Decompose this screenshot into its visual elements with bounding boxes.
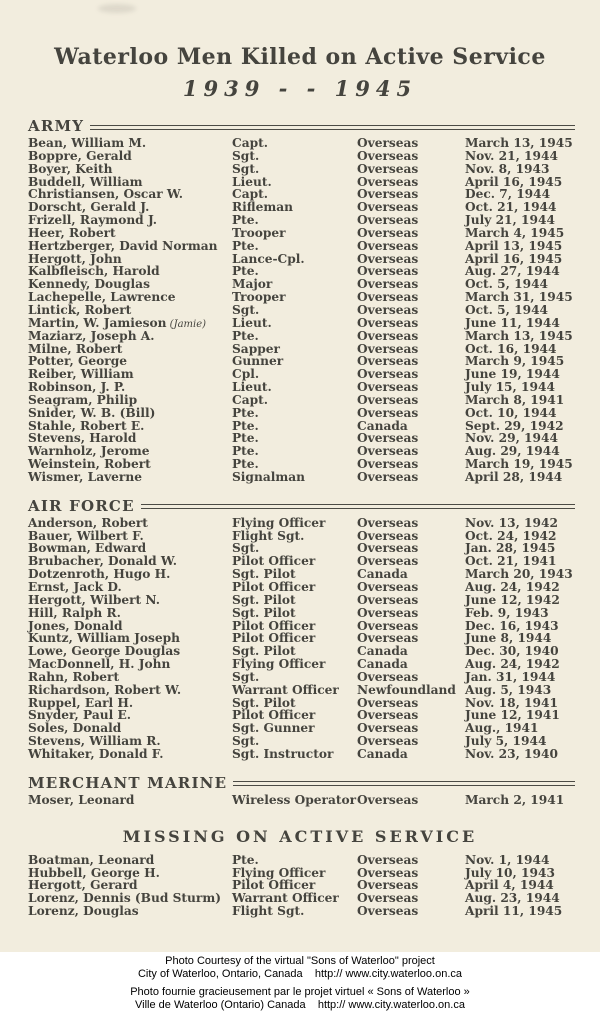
section-missing-on-active-service xyxy=(0,827,600,918)
name-cell: Jones, Donald xyxy=(28,618,123,633)
rank-cell: Trooper xyxy=(232,290,286,305)
name-cell: Brubacher, Donald W. xyxy=(28,554,177,569)
name-cell: Hill, Ralph R. xyxy=(28,605,121,620)
date-cell: April 16, 1945 xyxy=(465,174,563,189)
casualty-row xyxy=(28,458,600,471)
location-cell: Overseas xyxy=(357,904,419,919)
name-cell: Reiber, William xyxy=(28,367,134,382)
location-cell: Canada xyxy=(357,418,408,433)
rank-cell: Rifleman xyxy=(232,200,294,215)
location-cell: Overseas xyxy=(357,251,419,266)
credit-line-fr-2: Ville de Waterloo (Ontario) Canada http:// www.city.waterloo.on.ca xyxy=(135,999,465,1011)
location-cell: Overseas xyxy=(357,225,419,240)
rank-cell: Sgt. xyxy=(232,302,260,317)
name-cell: Hertzberger, David Norman xyxy=(28,238,218,253)
name-cell: Kennedy, Douglas xyxy=(28,277,150,292)
casualty-row xyxy=(28,748,600,761)
location-cell: Overseas xyxy=(357,891,419,906)
name-cell: Boatman, Leonard xyxy=(28,852,155,867)
location-cell: Overseas xyxy=(357,354,419,369)
rank-cell: Pte. xyxy=(232,852,259,867)
location-cell: Overseas xyxy=(357,431,419,446)
location-cell: Overseas xyxy=(357,302,419,317)
date-cell: Oct. 5, 1944 xyxy=(465,302,549,317)
name-cell: Dorscht, Gerald J. xyxy=(28,200,150,215)
location-cell: Overseas xyxy=(357,457,419,472)
name-cell: Stahle, Robert E. xyxy=(28,418,145,433)
rank-cell: Pilot Officer xyxy=(232,631,316,646)
casualty-row xyxy=(28,854,600,867)
date-cell: March 31, 1945 xyxy=(465,290,573,305)
date-cell: Oct. 21, 1941 xyxy=(465,554,557,569)
location-cell: Overseas xyxy=(357,444,419,459)
rank-cell: Sapper xyxy=(232,341,280,356)
location-cell: Overseas xyxy=(357,277,419,292)
date-cell: July 15, 1944 xyxy=(465,380,555,395)
rank-cell: Major xyxy=(232,277,273,292)
casualty-row xyxy=(28,330,600,343)
rank-cell: Pilot Officer xyxy=(232,618,316,633)
location-cell: Newfoundland xyxy=(357,682,456,697)
date-cell: Nov. 13, 1942 xyxy=(465,515,558,530)
rank-cell: Capt. xyxy=(232,392,268,407)
rank-cell: Flight Sgt. xyxy=(232,904,305,919)
date-cell: March 2, 1941 xyxy=(465,792,565,807)
date-cell: June 8, 1944 xyxy=(465,631,552,646)
date-cell: Dec. 30, 1940 xyxy=(465,644,559,659)
name-cell: Robinson, J. P. xyxy=(28,380,126,395)
location-cell: Overseas xyxy=(357,392,419,407)
credit-line-en-2: City of Waterloo, Ontario, Canada http:// www.city.waterloo.on.ca xyxy=(137,968,463,980)
rank-cell: Wireless Operator xyxy=(232,792,357,807)
location-cell: Overseas xyxy=(357,792,419,807)
date-cell: July 21, 1944 xyxy=(465,213,555,228)
rank-cell: Sgt. Pilot xyxy=(232,567,296,582)
rank-cell: Gunner xyxy=(232,354,284,369)
rank-cell: Pte. xyxy=(232,418,259,433)
name-cell: Lorenz, Dennis (Bud Sturm) xyxy=(28,891,221,906)
location-cell: Overseas xyxy=(357,865,419,880)
name-cell: Boppre, Gerald xyxy=(28,148,132,163)
section-army xyxy=(0,118,600,484)
rank-cell: Flight Sgt. xyxy=(232,528,305,543)
name-cell: Rahn, Robert xyxy=(28,669,120,684)
double-rule xyxy=(233,781,575,786)
casualty-row xyxy=(28,671,600,684)
location-cell: Canada xyxy=(357,567,408,582)
location-cell: Overseas xyxy=(357,380,419,395)
name-cell: Dotzenroth, Hugo H. xyxy=(28,567,171,582)
name-cell: Buddell, William xyxy=(28,174,143,189)
date-cell: Nov. 8, 1943 xyxy=(465,161,550,176)
date-cell: Dec. 16, 1943 xyxy=(465,618,559,633)
date-cell: Aug. 29, 1944 xyxy=(465,444,560,459)
rank-cell: Flying Officer xyxy=(232,657,326,672)
location-cell: Overseas xyxy=(357,161,419,176)
name-note: (Jamie) xyxy=(166,318,207,330)
rank-cell: Flying Officer xyxy=(232,515,326,530)
casualty-row xyxy=(28,407,600,420)
date-cell: April 16, 1945 xyxy=(465,251,563,266)
casualty-row xyxy=(28,794,600,807)
location-cell: Overseas xyxy=(357,187,419,202)
casualty-rows xyxy=(0,137,600,484)
date-cell: Nov. 21, 1944 xyxy=(465,148,558,163)
date-cell: Nov. 18, 1941 xyxy=(465,695,558,710)
rank-cell: Pte. xyxy=(232,457,259,472)
location-cell: Overseas xyxy=(357,328,419,343)
rank-cell: Pte. xyxy=(232,405,259,420)
rank-cell: Sgt. xyxy=(232,669,260,684)
location-cell: Overseas xyxy=(357,554,419,569)
date-cell: Oct. 24, 1942 xyxy=(465,528,557,543)
location-cell: Overseas xyxy=(357,878,419,893)
section-air-force xyxy=(0,498,600,761)
location-cell: Overseas xyxy=(357,264,419,279)
location-cell: Overseas xyxy=(357,238,419,253)
rank-cell: Sgt. Pilot xyxy=(232,695,296,710)
name-cell: Milne, Robert xyxy=(28,341,123,356)
date-cell: April 11, 1945 xyxy=(465,904,563,919)
name-cell: Christiansen, Oscar W. xyxy=(28,187,183,202)
date-cell: June 11, 1944 xyxy=(465,315,560,330)
page-title: Waterloo Men Killed on Active Service xyxy=(54,44,546,70)
date-cell: Oct. 16, 1944 xyxy=(465,341,557,356)
sections xyxy=(0,118,600,918)
rank-cell: Warrant Officer xyxy=(232,891,339,906)
double-rule xyxy=(141,504,575,509)
rank-cell: Pte. xyxy=(232,213,259,228)
casualty-row xyxy=(28,304,600,317)
date-cell: March 4, 1945 xyxy=(465,225,565,240)
section-heading xyxy=(28,775,575,791)
location-cell: Overseas xyxy=(357,669,419,684)
name-cell: Lintick, Robert xyxy=(28,302,132,317)
name-cell: Richardson, Robert W. xyxy=(28,682,182,697)
name-cell: Kalbfleisch, Harold xyxy=(28,264,160,279)
date-cell: April 4, 1944 xyxy=(465,878,554,893)
name-cell: Hergott, Wilbert N. xyxy=(28,592,160,607)
date-cell: Dec. 7, 1944 xyxy=(465,187,551,202)
date-cell: June 12, 1941 xyxy=(465,708,560,723)
location-cell: Overseas xyxy=(357,290,419,305)
name-cell: MacDonnell, H. John xyxy=(28,657,171,672)
date-cell: March 8, 1941 xyxy=(465,392,565,407)
date-cell: Oct. 5, 1944 xyxy=(465,277,549,292)
location-cell: Overseas xyxy=(357,136,419,150)
location-cell: Overseas xyxy=(357,200,419,215)
location-cell: Overseas xyxy=(357,721,419,736)
rank-cell: Signalman xyxy=(232,469,305,484)
location-cell: Overseas xyxy=(357,580,419,594)
casualty-row xyxy=(28,150,600,163)
location-cell: Overseas xyxy=(357,148,419,163)
location-cell: Overseas xyxy=(357,592,419,607)
date-cell: Aug. 27, 1944 xyxy=(465,264,560,279)
date-cell: March 19, 1945 xyxy=(465,457,573,472)
date-cell: March 13, 1945 xyxy=(465,328,573,343)
date-cell: March 9, 1945 xyxy=(465,354,565,369)
location-cell: Canada xyxy=(357,657,408,672)
rank-cell: Sgt. Pilot xyxy=(232,644,296,659)
date-cell: July 5, 1944 xyxy=(465,734,547,749)
name-cell: Ruppel, Earl H. xyxy=(28,695,134,710)
name-cell: Weinstein, Robert xyxy=(28,457,151,472)
rank-cell: Sgt. xyxy=(232,148,260,163)
rank-cell: Pte. xyxy=(232,444,259,459)
location-cell: Overseas xyxy=(357,469,419,484)
location-cell: Overseas xyxy=(357,631,419,646)
date-cell: June 19, 1944 xyxy=(465,367,560,382)
name-cell: Warnholz, Jerome xyxy=(28,444,150,459)
rank-cell: Lance-Cpl. xyxy=(232,251,305,266)
location-cell: Overseas xyxy=(357,528,419,543)
rank-cell: Sgt. xyxy=(232,161,260,176)
casualty-row xyxy=(28,227,600,240)
name-cell: Bowman, Edward xyxy=(28,541,147,556)
date-cell: Jan. 28, 1945 xyxy=(465,541,556,556)
rank-cell: Lieut. xyxy=(232,174,272,189)
name-cell: Lowe, George Douglas xyxy=(28,644,181,659)
name-cell: Hubbell, George H. xyxy=(28,865,160,880)
date-cell: Oct. 10, 1944 xyxy=(465,405,557,420)
double-rule xyxy=(90,125,575,130)
location-cell: Overseas xyxy=(357,174,419,189)
credit-line-fr-1: Photo fournie gracieusement par le projet virtuel « Sons of Waterloo » xyxy=(130,986,470,998)
location-cell: Overseas xyxy=(357,341,419,356)
rank-cell: Trooper xyxy=(232,225,286,240)
casualty-row xyxy=(28,607,600,620)
name-cell: Lachepelle, Lawrence xyxy=(28,290,176,305)
location-cell: Overseas xyxy=(357,213,419,228)
date-cell: Nov. 29, 1944 xyxy=(465,431,558,446)
location-cell: Overseas xyxy=(357,708,419,723)
date-cell: Aug., 1941 xyxy=(465,721,539,736)
date-cell: Nov. 23, 1940 xyxy=(465,746,558,761)
rank-cell: Pte. xyxy=(232,264,259,279)
casualty-row xyxy=(28,240,600,253)
name-cell: Lorenz, Douglas xyxy=(28,904,139,919)
section-heading xyxy=(28,118,575,134)
section-merchant-marine xyxy=(0,775,600,807)
name-cell: Boyer, Keith xyxy=(28,161,113,176)
page-subtitle: 1939 - - 1945 xyxy=(182,76,418,101)
rank-cell: Pilot Officer xyxy=(232,554,316,569)
scan-smudge xyxy=(98,4,136,13)
casualty-row xyxy=(28,317,600,330)
rank-cell: Cpl. xyxy=(232,367,260,382)
rank-cell: Capt. xyxy=(232,136,268,150)
name-cell: Kuntz, William Joseph xyxy=(28,631,181,646)
location-cell: Overseas xyxy=(357,605,419,620)
name-cell: Snider, W. B. (Bill) xyxy=(28,405,156,420)
name-cell: Potter, George xyxy=(28,354,127,369)
casualty-row xyxy=(28,163,600,176)
location-cell: Overseas xyxy=(357,315,419,330)
date-cell: July 10, 1943 xyxy=(465,865,555,880)
rank-cell: Pte. xyxy=(232,238,259,253)
name-cell: Seagram, Philip xyxy=(28,392,138,407)
location-cell: Canada xyxy=(357,746,408,761)
name-cell: Anderson, Robert xyxy=(28,515,148,530)
casualty-row xyxy=(28,905,600,918)
casualty-row xyxy=(28,137,600,150)
location-cell: Overseas xyxy=(357,515,419,530)
location-cell: Overseas xyxy=(357,734,419,749)
date-cell: March 20, 1943 xyxy=(465,567,573,582)
rank-cell: Pilot Officer xyxy=(232,878,316,893)
date-cell: March 13, 1945 xyxy=(465,136,573,150)
location-cell: Overseas xyxy=(357,367,419,382)
section-heading-label: ARMY xyxy=(28,117,85,135)
casualty-rows xyxy=(0,794,600,807)
date-cell: April 28, 1944 xyxy=(465,469,563,484)
rank-cell: Pte. xyxy=(232,431,259,446)
name-cell: Snyder, Paul E. xyxy=(28,708,132,723)
name-cell: Bauer, Wilbert F. xyxy=(28,528,144,543)
rank-cell: Warrant Officer xyxy=(232,682,339,697)
name-cell: Hergott, Gerard xyxy=(28,878,138,893)
date-cell: Aug. 23, 1944 xyxy=(465,891,560,906)
section-heading-label: AIR FORCE xyxy=(28,496,135,515)
rank-cell: Sgt. Pilot xyxy=(232,605,296,620)
name-cell: Heer, Robert xyxy=(28,225,116,240)
name-cell: Stevens, Harold xyxy=(28,431,137,446)
section-heading xyxy=(28,498,575,514)
casualty-row xyxy=(28,658,600,671)
name-cell: Wismer, Laverne xyxy=(28,469,142,484)
casualty-row xyxy=(28,594,600,607)
casualty-row xyxy=(28,214,600,227)
rank-cell: Flying Officer xyxy=(232,865,326,880)
location-cell: Overseas xyxy=(357,695,419,710)
casualty-row xyxy=(28,684,600,697)
location-cell: Canada xyxy=(357,644,408,659)
casualty-row xyxy=(28,517,600,530)
location-cell: Overseas xyxy=(357,405,419,420)
location-cell: Overseas xyxy=(357,852,419,867)
rank-cell: Pilot Officer xyxy=(232,580,316,594)
date-cell: Jan. 31, 1944 xyxy=(465,669,556,684)
rank-cell: Capt. xyxy=(232,187,268,202)
casualty-row xyxy=(28,381,600,394)
rank-cell: Sgt. Instructor xyxy=(232,746,334,761)
name-cell: Frizell, Raymond J. xyxy=(28,213,158,228)
location-cell: Overseas xyxy=(357,618,419,633)
section-heading-label: MERCHANT MARINE xyxy=(28,773,228,792)
date-cell: Nov. 1, 1944 xyxy=(465,852,550,867)
casualty-rows xyxy=(0,854,600,918)
name-cell: Maziarz, Joseph A. xyxy=(28,328,155,343)
date-cell: Sept. 29, 1942 xyxy=(465,418,564,433)
date-cell: Aug. 24, 1942 xyxy=(465,657,560,672)
name-cell: Martin, W. Jamieson (Jamie) xyxy=(28,315,207,330)
rank-cell: Pilot Officer xyxy=(232,708,316,723)
date-cell: Aug. 24, 1942 xyxy=(465,580,560,594)
name-cell: Bean, William M. xyxy=(28,136,147,150)
casualty-row xyxy=(28,471,600,484)
rank-cell: Sgt. xyxy=(232,734,260,749)
date-cell: June 12, 1942 xyxy=(465,592,560,607)
date-cell: Feb. 9, 1943 xyxy=(465,605,549,620)
rank-cell: Pte. xyxy=(232,328,259,343)
name-cell: Stevens, William R. xyxy=(28,734,161,749)
name-cell: Moser, Leonard xyxy=(28,792,135,807)
date-cell: April 13, 1945 xyxy=(465,238,563,253)
name-cell: Hergott, John xyxy=(28,251,122,266)
rank-cell: Lieut. xyxy=(232,380,272,395)
date-cell: Oct. 21, 1944 xyxy=(465,200,557,215)
date-cell: Aug. 5, 1943 xyxy=(465,682,552,697)
name-cell: Soles, Donald xyxy=(28,721,122,736)
rank-cell: Sgt. xyxy=(232,541,260,556)
location-cell: Overseas xyxy=(357,541,419,556)
rank-cell: Lieut. xyxy=(232,315,272,330)
name-cell: Ernst, Jack D. xyxy=(28,580,122,594)
section-heading-label: MISSING ON ACTIVE SERVICE xyxy=(122,826,478,846)
casualty-row xyxy=(28,581,600,594)
photo-credit-footer xyxy=(0,952,600,1010)
name-cell: Whitaker, Donald F. xyxy=(28,746,164,761)
casualty-rows xyxy=(0,517,600,761)
casualty-row xyxy=(28,394,600,407)
rank-cell: Sgt. Gunner xyxy=(232,721,315,736)
rank-cell: Sgt. Pilot xyxy=(232,592,296,607)
credit-line-en-1: Photo Courtesy of the virtual "Sons of Waterloo" project xyxy=(165,955,435,967)
